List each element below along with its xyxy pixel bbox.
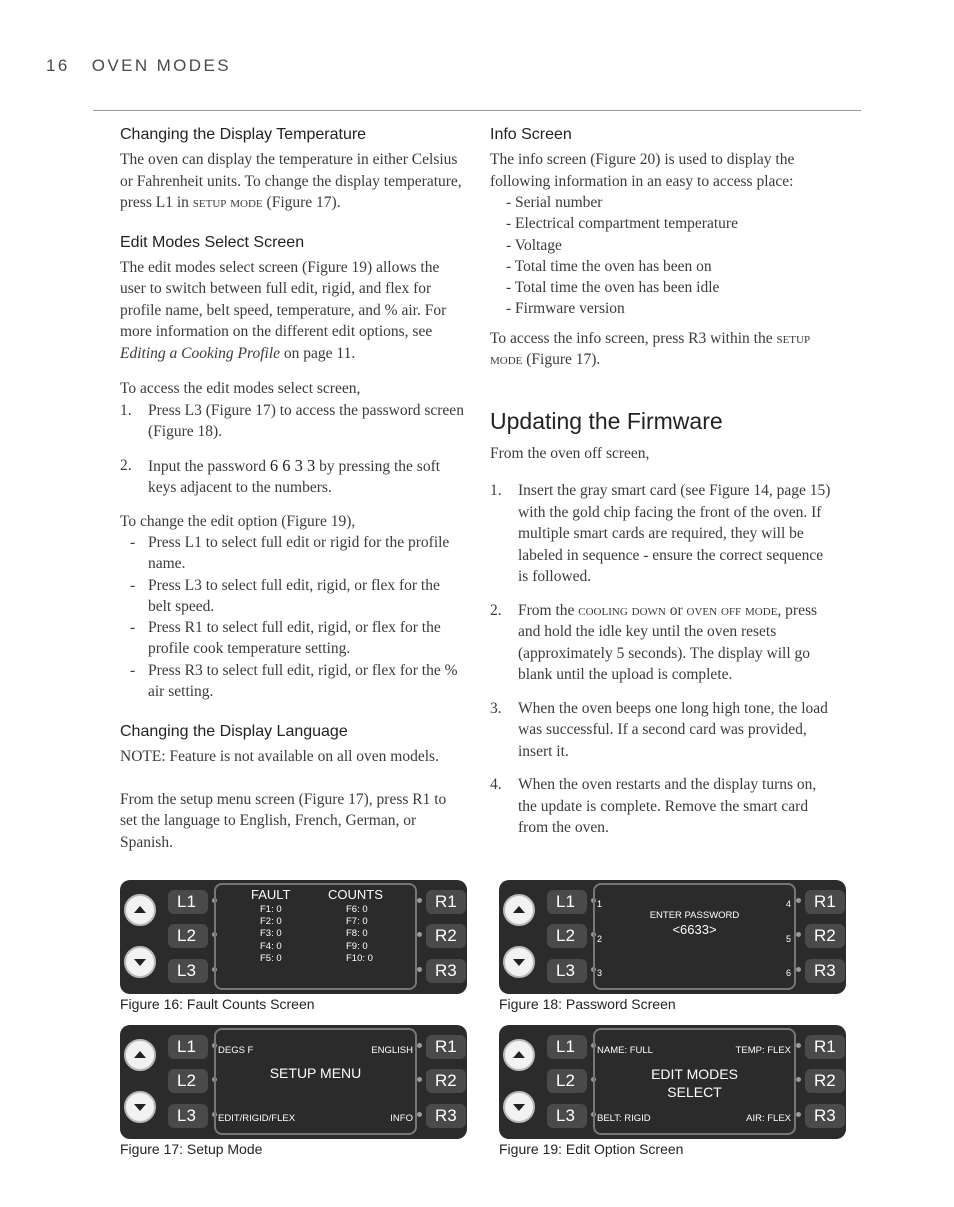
language-text: From the setup menu screen (Figure 17), press R1 to set the language to English, French, German, or Spanish. [120, 790, 447, 851]
up-arrow-icon[interactable] [503, 894, 535, 926]
l3-key[interactable]: L3 [547, 959, 587, 983]
list-item: 1. Press L3 (Figure 17) to access the password screen (Figure 18). [120, 401, 464, 440]
down-arrow-icon[interactable] [503, 1091, 535, 1123]
edit-modes-intro: To access the edit modes select screen, [120, 380, 361, 397]
figure-16-caption: Figure 16: Fault Counts Screen [120, 996, 315, 1012]
r2-key[interactable]: R2 [805, 924, 845, 948]
l1-key[interactable]: L1 [547, 890, 587, 914]
password-digit: 3 [597, 968, 603, 978]
figure-18-caption: Figure 18: Password Screen [499, 996, 676, 1012]
list-item: 2. Input the password 6 6 3 3 by pressing the soft keys adjacent to the numbers. [120, 455, 441, 496]
degs-option: DEGS F [218, 1045, 254, 1056]
l2-key[interactable]: L2 [168, 924, 208, 948]
l2-key[interactable]: L2 [547, 924, 587, 948]
r3-key[interactable]: R3 [805, 1104, 845, 1128]
password-digit: 2 [597, 934, 603, 944]
fault-left-rows: F1: 0 F2: 0 F3: 0 F4: 0 F5: 0 [260, 904, 282, 964]
password-digit: 5 [785, 934, 791, 944]
up-arrow-icon[interactable] [124, 1039, 156, 1071]
list-item: - Total time the oven has been on [506, 257, 712, 275]
section-title: OVEN MODES [91, 56, 231, 75]
counts-label: COUNTS [328, 887, 383, 902]
r1-key[interactable]: R1 [426, 890, 466, 914]
list-item: - Total time the oven has been idle [506, 279, 720, 297]
air-option: AIR: FLEX [746, 1113, 791, 1124]
list-item: - Press R3 to select full edit, rigid, or flex for the % air setting. [130, 661, 458, 701]
list-item: 1. Insert the gray smart card (see Figure 14, page 15) with the gold chip facing the front of the oven. If multiple smart cards are required, they will be labeled in sequence - ensure the correct sequence is followed. [490, 482, 831, 586]
change-option-intro: To change the edit option (Figure 19), [120, 512, 356, 530]
list-item: - Electrical compartment temperature [506, 215, 738, 233]
belt-option: BELT: RIGID [597, 1113, 651, 1124]
r2-key[interactable]: R2 [805, 1069, 845, 1093]
edit-option-display [593, 1028, 796, 1135]
figure-19-caption: Figure 19: Edit Option Screen [499, 1141, 684, 1157]
enter-password-label: ENTER PASSWORD [649, 910, 740, 921]
down-arrow-icon[interactable] [124, 946, 156, 978]
list-item: - Firmware version [506, 300, 625, 318]
firmware-heading: Updating the Firmware [490, 407, 723, 434]
language-note: NOTE: Feature is not available on all oven models. [120, 748, 439, 766]
r1-key[interactable]: R1 [805, 1035, 845, 1059]
page-header [46, 56, 231, 76]
l1-key[interactable]: L1 [168, 1035, 208, 1059]
edit-modes-steps [120, 400, 465, 499]
list-item: - Serial number [506, 194, 603, 211]
fault-label: FAULT [251, 887, 291, 902]
header-rule [93, 110, 861, 111]
language-option: ENGLISH [371, 1045, 413, 1056]
password-digit: 6 [785, 968, 791, 978]
l3-key[interactable]: L3 [168, 1104, 208, 1128]
password-panel [499, 880, 846, 994]
figure-17-caption: Figure 17: Setup Mode [120, 1141, 263, 1157]
list-item: - Press L3 to select full edit, rigid, or flex for the belt speed. [130, 576, 440, 615]
l1-key[interactable]: L1 [168, 890, 208, 914]
r3-key[interactable]: R3 [426, 959, 466, 983]
list-item: - Press R1 to select full edit, rigid, or flex for the profile cook temperature setting. [130, 619, 441, 658]
up-arrow-icon[interactable] [503, 1039, 535, 1071]
l3-key[interactable]: L3 [547, 1104, 587, 1128]
edit-modes-heading: Edit Modes Select Screen [120, 233, 305, 251]
firmware-intro: From the oven off screen, [490, 444, 650, 462]
l1-key[interactable]: L1 [547, 1035, 587, 1059]
fault-counts-panel [120, 880, 467, 994]
info-list [490, 192, 835, 320]
password-digit: 1 [597, 899, 603, 909]
r3-key[interactable]: R3 [426, 1104, 466, 1128]
info-option: INFO [390, 1113, 413, 1124]
l2-key[interactable]: L2 [547, 1069, 587, 1093]
left-column [120, 126, 465, 853]
edit-modes-title: EDIT MODES SELECT [651, 1066, 738, 1100]
edit-option: EDIT/RIGID/FLEX [218, 1113, 296, 1124]
setup-mode-panel [120, 1025, 467, 1139]
name-option: NAME: FULL [597, 1045, 653, 1056]
list-item: 3. When the oven beeps one long high tone, the load was successful. If a second card was provided, insert it. [490, 699, 828, 760]
r1-key[interactable]: R1 [426, 1035, 466, 1059]
list-item: - Press L1 to select full edit or rigid for the profile name. [130, 534, 450, 573]
password-digit: 4 [785, 899, 791, 909]
password-value: 6 6 3 3 [269, 455, 316, 475]
r2-key[interactable]: R2 [426, 924, 466, 948]
setup-mode-display [214, 1028, 417, 1135]
l3-key[interactable]: L3 [168, 959, 208, 983]
display-temperature-heading: Changing the Display Temperature [120, 126, 367, 143]
edit-option-panel [499, 1025, 846, 1139]
list-item: 2. From the cooling down or oven off mode, press and hold the idle key until the oven resets (approximately 5 seconds). The display will go blank until the upload is complete. [490, 601, 818, 684]
down-arrow-icon[interactable] [503, 946, 535, 978]
edit-option-list [120, 532, 465, 702]
page-number: 16 [46, 56, 70, 75]
down-arrow-icon[interactable] [124, 1091, 156, 1123]
setup-menu-title: SETUP MENU [269, 1065, 362, 1081]
r1-key[interactable]: R1 [805, 890, 845, 914]
right-column [490, 126, 835, 839]
list-item: - Voltage [506, 236, 562, 254]
display-temperature-text: The oven can display the temperature in either Celsius or Fahrenheit units. To change the display temperature, press L1 in setup mode (Figure 17). [120, 151, 462, 211]
password-display [593, 883, 796, 990]
fault-counts-display [214, 883, 417, 990]
r3-key[interactable]: R3 [805, 959, 845, 983]
list-item: 4. When the oven restarts and the display turns on, the update is complete. Remove the smart card from the oven. [490, 776, 817, 837]
info-screen-text: The info screen (Figure 20) is used to display the following information in an easy to access place: [490, 151, 795, 190]
up-arrow-icon[interactable] [124, 894, 156, 926]
r2-key[interactable]: R2 [426, 1069, 466, 1093]
l2-key[interactable]: L2 [168, 1069, 208, 1093]
edit-modes-text: The edit modes select screen (Figure 19) allows the user to switch between full edit, rigid, and flex for profile name, belt speed, temperature, and % air. For more information on the different edit options, see Editing a Cooking Profile on page 11. [120, 258, 447, 362]
display-language-heading: Changing the Display Language [120, 723, 348, 741]
info-screen-heading: Info Screen [490, 126, 572, 143]
fault-right-rows: F6: 0 F7: 0 F8: 0 F9: 0 F10: 0 [346, 904, 373, 964]
temp-option: TEMP: FLEX [735, 1045, 791, 1056]
info-access-text: To access the info screen, press R3 within the setup mode (Figure 17). [490, 329, 811, 369]
password-entry: <6633> [672, 922, 717, 937]
firmware-steps [490, 480, 835, 839]
